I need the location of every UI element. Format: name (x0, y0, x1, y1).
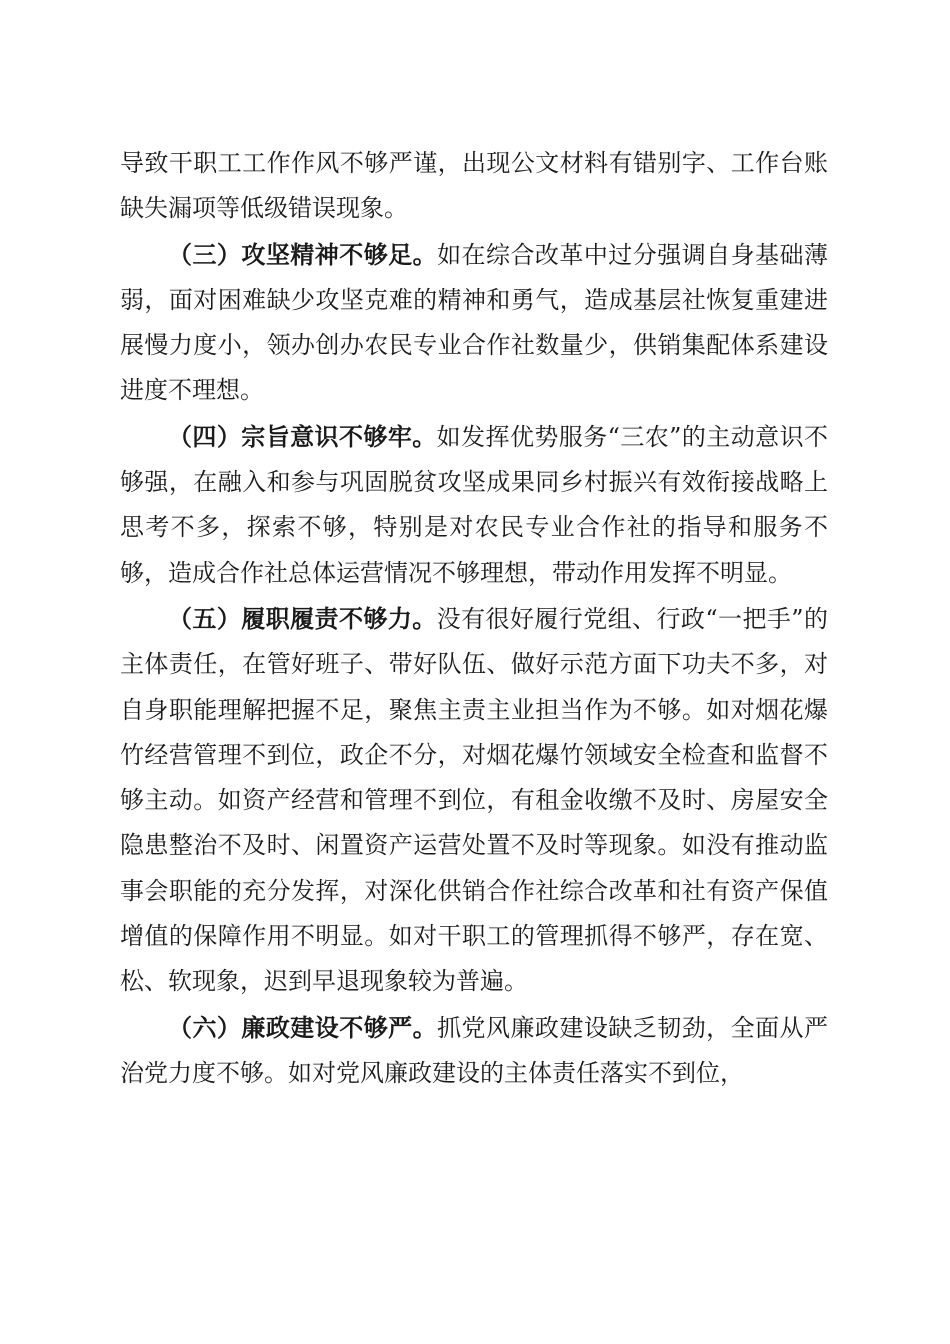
document-body (120, 141, 828, 1096)
section-heading-4: （四）宗旨意识不够牢。 (168, 421, 437, 451)
paragraph-body: 导致干职工工作作风不够严谨，出现公文材料有错别字、工作台账缺失漏项等低级错误现象。 (120, 149, 828, 223)
paragraph-body: 如发挥优势服务“三农”的主动意识不够强，在融入和参与巩固脱贫攻坚成果同乡村振兴有效衔接战略上思考不多，探索不够，特别是对农民专业合作社的指导和服务不够，造成合作社总体运营情况不够理想，带动作用发挥不明显。 (120, 422, 828, 587)
paragraph-section-4 (120, 414, 828, 596)
paragraph-body: 如在综合改革中过分强调自身基础薄弱，面对困难缺少攻坚克难的精神和勇气，造成基层社恢复重建进展慢力度小，领办创办农民专业合作社数量少，供销集配体系建设进度不理想。 (120, 240, 829, 405)
paragraph-continuation (120, 141, 828, 232)
paragraph-section-6 (120, 1005, 828, 1097)
paragraph-body: 抓党风廉政建设缺乏韧劲，全面从严治党力度不够。如对党风廉政建设的主体责任落实不到位， (120, 1013, 829, 1087)
paragraph-body: 没有很好履行党组、行政“一把手”的主体责任，在管好班子、带好队伍、做好示范方面下功夫不多，对自身职能理解把握不足，聚焦主责主业担当作为不够。如对烟花爆竹经营管理不到位，政企不分，对烟花爆竹领域安全检查和监督不够主动。如资产经营和管理不到位，有租金收缴不及时、房屋安全隐患整治不及时、闲置资产运营处置不及时等现象。如没有推动监事会职能的充分发挥，对深化供销合作社综合改革和社有资产保值增值的保障作用不明显。如对干职工的管理抓得不够严，存在宽、松、软现象，迟到早退现象较为普遍。 (120, 604, 828, 996)
section-heading-6: （六）廉政建设不够严。 (168, 1012, 438, 1042)
paragraph-section-5 (120, 596, 828, 1005)
section-heading-5: （五）履职履责不够力。 (168, 603, 437, 633)
section-heading-3: （三）攻坚精神不够足。 (168, 239, 438, 269)
paragraph-section-3 (120, 232, 828, 414)
